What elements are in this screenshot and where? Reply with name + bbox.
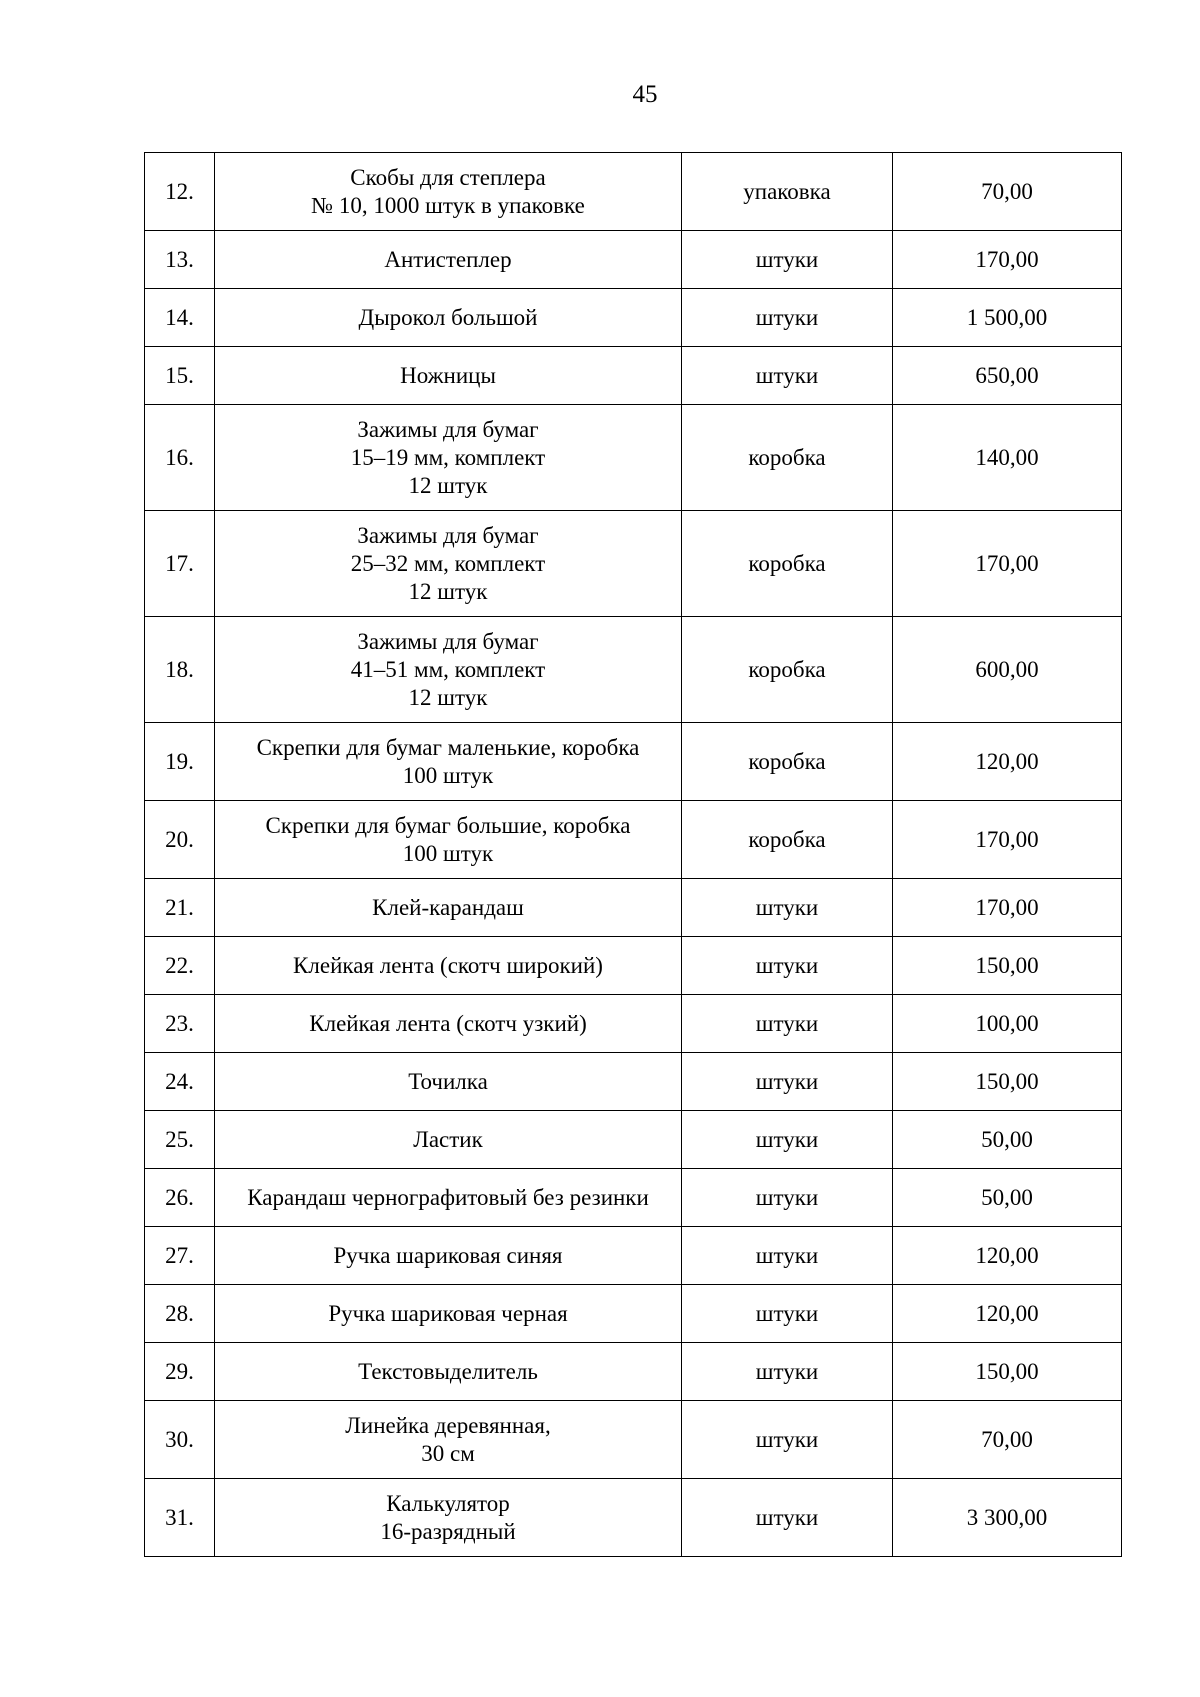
unit-of-measure: коробка <box>682 801 893 879</box>
row-number: 15. <box>145 347 215 405</box>
price: 50,00 <box>893 1111 1122 1169</box>
row-number: 13. <box>145 231 215 289</box>
price: 120,00 <box>893 1285 1122 1343</box>
row-number: 28. <box>145 1285 215 1343</box>
item-name-line: Клей-карандаш <box>372 894 524 920</box>
item-name-line: Дырокол большой <box>358 304 538 330</box>
item-name-line: Зажимы для бумаг <box>357 628 539 654</box>
row-number: 29. <box>145 1343 215 1401</box>
item-name-line: 30 см <box>421 1440 475 1466</box>
unit-of-measure: штуки <box>682 1285 893 1343</box>
row-number: 19. <box>145 723 215 801</box>
table-row <box>145 289 1122 347</box>
unit-of-measure: коробка <box>682 405 893 511</box>
price: 3 300,00 <box>893 1479 1122 1557</box>
item-name-line: 12 штук <box>408 578 488 604</box>
item-name-line: Скрепки для бумаг маленькие, коробка <box>256 734 640 760</box>
item-name-line: Точилка <box>408 1068 488 1094</box>
table-row <box>145 1227 1122 1285</box>
item-name <box>215 1111 682 1169</box>
table-row <box>145 995 1122 1053</box>
price: 600,00 <box>893 617 1122 723</box>
unit-of-measure: штуки <box>682 347 893 405</box>
item-name-line: Ручка шариковая черная <box>328 1300 568 1326</box>
price: 150,00 <box>893 937 1122 995</box>
unit-of-measure: коробка <box>682 723 893 801</box>
row-number: 24. <box>145 1053 215 1111</box>
price: 1 500,00 <box>893 289 1122 347</box>
item-name-line: Скобы для степлера <box>350 164 546 190</box>
unit-of-measure: штуки <box>682 1479 893 1557</box>
row-number: 23. <box>145 995 215 1053</box>
row-number: 26. <box>145 1169 215 1227</box>
item-name <box>215 617 682 723</box>
item-name <box>215 801 682 879</box>
price: 120,00 <box>893 1227 1122 1285</box>
table-row <box>145 1401 1122 1479</box>
unit-of-measure: штуки <box>682 995 893 1053</box>
table-row <box>145 1111 1122 1169</box>
price: 70,00 <box>893 1401 1122 1479</box>
price: 120,00 <box>893 723 1122 801</box>
item-name <box>215 511 682 617</box>
table-row <box>145 723 1122 801</box>
item-name <box>215 1401 682 1479</box>
item-name-line: Текстовыделитель <box>358 1358 538 1384</box>
table-row <box>145 231 1122 289</box>
row-number: 21. <box>145 879 215 937</box>
table-row <box>145 937 1122 995</box>
table-row <box>145 1343 1122 1401</box>
item-name-line: Карандаш чернографитовый без резинки <box>247 1184 649 1210</box>
item-name <box>215 405 682 511</box>
item-name-line: Зажимы для бумаг <box>357 416 539 442</box>
table-row <box>145 153 1122 231</box>
unit-of-measure: штуки <box>682 1053 893 1111</box>
item-name <box>215 1169 682 1227</box>
table-row <box>145 879 1122 937</box>
item-name <box>215 153 682 231</box>
row-number: 31. <box>145 1479 215 1557</box>
item-name <box>215 937 682 995</box>
item-name <box>215 1479 682 1557</box>
item-name-line: Скрепки для бумаг большие, коробка <box>265 812 631 838</box>
item-name-line: 100 штук <box>402 762 494 788</box>
item-name-line: Ластик <box>413 1126 483 1152</box>
page-number: 45 <box>632 81 658 108</box>
item-name <box>215 347 682 405</box>
unit-of-measure: штуки <box>682 231 893 289</box>
item-name-line: Ножницы <box>400 362 496 388</box>
row-number: 25. <box>145 1111 215 1169</box>
item-name-line: Линейка деревянная, <box>345 1412 551 1438</box>
table-row <box>145 405 1122 511</box>
item-name-line: № 10, 1000 штук в упаковке <box>311 192 585 218</box>
item-name-line: 16-разрядный <box>380 1518 516 1544</box>
item-name-line: 25–32 мм, комплект <box>350 550 546 576</box>
unit-of-measure: штуки <box>682 1343 893 1401</box>
item-name-line: 41–51 мм, комплект <box>350 656 546 682</box>
row-number: 30. <box>145 1401 215 1479</box>
item-name-line: Антистеплер <box>384 246 512 272</box>
price: 100,00 <box>893 995 1122 1053</box>
item-name <box>215 995 682 1053</box>
row-number: 14. <box>145 289 215 347</box>
row-number: 22. <box>145 937 215 995</box>
table-row <box>145 1285 1122 1343</box>
unit-of-measure: штуки <box>682 879 893 937</box>
unit-of-measure: упаковка <box>682 153 893 231</box>
table-row <box>145 1479 1122 1557</box>
unit-of-measure: штуки <box>682 937 893 995</box>
price: 140,00 <box>893 405 1122 511</box>
item-name-line: 100 штук <box>402 840 494 866</box>
price: 70,00 <box>893 153 1122 231</box>
item-name <box>215 289 682 347</box>
item-name-line: Зажимы для бумаг <box>357 522 539 548</box>
table-body <box>145 153 1122 1557</box>
item-name-line: Ручка шариковая синяя <box>333 1242 563 1268</box>
unit-of-measure: штуки <box>682 289 893 347</box>
row-number: 17. <box>145 511 215 617</box>
item-name-line: 12 штук <box>408 472 488 498</box>
price: 50,00 <box>893 1169 1122 1227</box>
unit-of-measure: штуки <box>682 1169 893 1227</box>
price: 170,00 <box>893 511 1122 617</box>
item-name-line: 12 штук <box>408 684 488 710</box>
unit-of-measure: штуки <box>682 1401 893 1479</box>
unit-of-measure: коробка <box>682 617 893 723</box>
row-number: 20. <box>145 801 215 879</box>
table-row <box>145 347 1122 405</box>
item-name-line: 15–19 мм, комплект <box>350 444 546 470</box>
price: 170,00 <box>893 801 1122 879</box>
unit-of-measure: штуки <box>682 1227 893 1285</box>
price-table <box>144 152 1122 1557</box>
table-row <box>145 617 1122 723</box>
price: 150,00 <box>893 1343 1122 1401</box>
table-row <box>145 1053 1122 1111</box>
price: 150,00 <box>893 1053 1122 1111</box>
item-name <box>215 1227 682 1285</box>
price: 170,00 <box>893 879 1122 937</box>
item-name <box>215 1053 682 1111</box>
item-name <box>215 1285 682 1343</box>
row-number: 16. <box>145 405 215 511</box>
row-number: 18. <box>145 617 215 723</box>
table-row <box>145 801 1122 879</box>
item-name <box>215 1343 682 1401</box>
row-number: 27. <box>145 1227 215 1285</box>
price: 170,00 <box>893 231 1122 289</box>
price: 650,00 <box>893 347 1122 405</box>
table-row <box>145 511 1122 617</box>
item-name-line: Клейкая лента (скотч широкий) <box>293 952 603 978</box>
item-name-line: Калькулятор <box>386 1490 510 1516</box>
row-number: 12. <box>145 153 215 231</box>
unit-of-measure: коробка <box>682 511 893 617</box>
unit-of-measure: штуки <box>682 1111 893 1169</box>
item-name <box>215 723 682 801</box>
item-name <box>215 879 682 937</box>
item-name-line: Клейкая лента (скотч узкий) <box>309 1010 587 1036</box>
item-name <box>215 231 682 289</box>
table-row <box>145 1169 1122 1227</box>
